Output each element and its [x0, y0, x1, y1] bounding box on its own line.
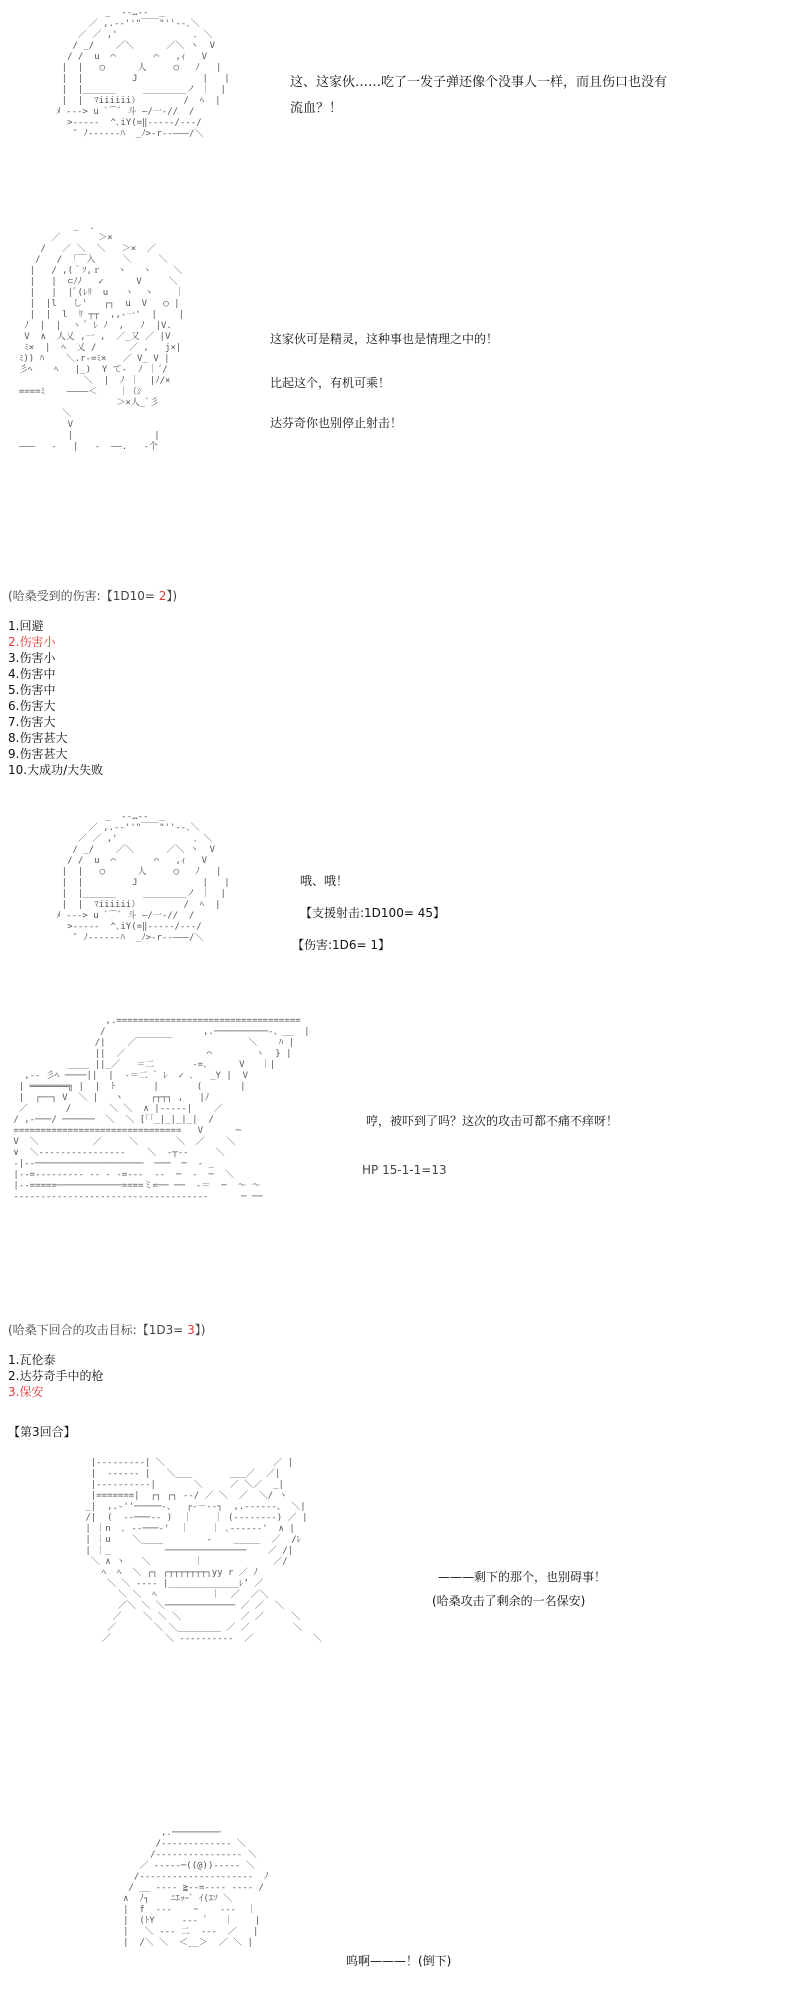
- damage-roll-outcome-list: [8, 618, 103, 778]
- roll-outcome-item: 5.伤害中: [8, 683, 56, 697]
- ascii-art-hassan-1: _ -‐…‐- _ ／ ,.-‐''"￣￣"''‐-､＼ ／ ／ ,' ､ ＼ / _/ ／＼ ／＼ ヽ V / / u ⌒ ⌒ ,ｨ V | | ◯ 人 ◯ ﾉ | | | J | | | |______ ________ノ ｜ | | | ﾏiiiiii） / ﾍ | ﾒ ---> u ﾞ⌒ﾞ 斗 ―/一‐// / >----- ^､iY(=‖‐‐‐‐‐/‐‐-/ ″ ﾉ‐‐‐‐‐‐ﾊ _ﾉ>‐r‐‐―――/＼: [56, 8, 230, 139]
- dialogue-scene3: [292, 872, 445, 954]
- dialogue-scene2: [270, 330, 498, 432]
- roll-label-text: (哈桑受到的伤害:【1D10=: [8, 589, 159, 603]
- roll-outcome-item: 7.伤害大: [8, 715, 56, 729]
- dialogue-line: 哦、哦！: [300, 874, 349, 888]
- roll-label-suffix: 】): [166, 589, 178, 603]
- roll-outcome-item: 1.瓦伦泰: [8, 1353, 56, 1367]
- dialogue-line: 呜啊———！(倒下): [346, 1954, 452, 1968]
- roll-outcome-item: 2.达芬奇手中的枪: [8, 1369, 104, 1383]
- dialogue-scene6: [346, 1952, 451, 1970]
- dialogue-line: 达芬奇你也别停止射击！: [270, 416, 403, 430]
- roll-outcome-item: 3.保安: [8, 1385, 44, 1399]
- dialogue-line: 这家伙可是精灵，这种事也是情理之中的！: [270, 332, 499, 346]
- roll-outcome-item: 3.伤害小: [8, 651, 56, 665]
- roll-label-text: (哈桑下回合的攻击目标:【1D3=: [8, 1323, 188, 1337]
- roll-outcome-item: 8.伤害甚大: [8, 731, 68, 745]
- target-roll-outcome-list: [8, 1352, 103, 1400]
- dialogue-line: 流血？！: [290, 101, 343, 116]
- dialogue-scene1: [290, 74, 667, 118]
- roll-outcome-item: 4.伤害中: [8, 667, 56, 681]
- ascii-art-hassan-3: _ -‐…‐- _ ／ ,.-‐''"￣￣"''‐-､＼ ／ ／ ,' ､ ＼ / _/ ／＼ ／＼ ヽ V / / u ⌒ ⌒ ,ｨ V | | ◯ 人 ◯ ﾉ | | | J | | | |______ ________ノ ｜ | | | ﾏiiiiii） / ﾍ | ﾒ ---> u ﾞ⌒ﾞ 斗 ―/一‐// / >----- ^､iY(=‖‐‐‐‐‐/‐‐-/ ″ ﾉ‐‐‐‐‐‐ﾊ _ﾉ>‐r‐‐―――/＼: [56, 812, 230, 943]
- roll-outcome-item: 9.伤害甚大: [8, 747, 68, 761]
- ascii-art-character-2: _ . ／ ＞× / ／ ＼ ＼ ＞× ／ / / ｢￣入 ＼ ＼ | / ,(｀ｿ,ｒ ヽ ヽ ＼ | | ⊂ﾉﾉ ✓ V ＼ | | |ﾟ(ﾚﾘ u ヽ ヽ ｜ | |l し' ┌┐ u V ◯ | | | l ﾘ ┬┬ ,,-一' | | ﾉ | | ヽ ﾟ ﾚ ﾉ , ﾉ |V. V ∧ 人乂 ,一 , ／_又 ／ |V ﾐ× | ﾍ 乂 / ／ , j×| ﾐ)) ﾊ ＼.r‐=ﾐ× ／ V_ V | 彡ﾍ ﾍ |_) Y て‐ ﾉ ｜´/ ＼ | ﾉ ｜ |ﾉ/× ====ﾐ ――――＜ ｜（ｼ ＞×人_ﾞ彡 ＼ V | | ――― - | - ――. -个: [18, 222, 185, 452]
- dialogue-scene4: [366, 1112, 618, 1130]
- dialogue-line: 这、这家伙……吃了一发子弹还像个没事人一样，而且伤口也没有: [290, 75, 668, 90]
- roll-value: 3: [187, 1323, 195, 1337]
- target-roll-label: [8, 1322, 205, 1338]
- roll-outcome-item: 10.大成功/大失败: [8, 763, 104, 777]
- dialogue-line: 比起这个，有机可乘！: [270, 376, 391, 390]
- dialogue-line: 【伤害:1D6= 1】: [292, 938, 391, 952]
- damage-roll-label: [8, 588, 177, 604]
- roll-value: 2: [158, 589, 167, 603]
- roll-label-suffix: 】): [194, 1323, 206, 1337]
- ascii-art-hassan-grin: |‐‐‐‐‐‐‐‐‐| ＼ ／ | | ‐‐‐‐‐‐ | ＼___ ___／ ／| |‐‐‐‐‐‐‐‐‐‐| ＼ ／ ＼／ _| |=======| ┌┐ ┌┐ ‐‐/ ／ ＼ ／ ＼/ ヽ _| ,.-''─────‐、 ┌‐－‐‐┐ ,.-‐‐‐‐‐、 ＼| /| ( ‐‐───‐‐ ) ｜ ｜ (‐‐‐‐‐‐‐‐) ／ | | ｜n ､ ‐‐───‐' ｜ ｜ ､‐‐‐‐‐‐' ∧ | | ｜u ＼____ ‐ _____ ／ /ﾚ | ｜_ ─────────────── ／ /| ＼ ∧ ヽ ＼ ｜ ／/ ﾍ ﾍ ＼ ┌┐ ┌┬┬┬┬┬┬┬┐yy r ／ ﾉ ＼ ＼ ‐‐‐‐ |_____________ﾚ’ ／ ＼ ＼ ﾍ ｜ ／ ／＼ ／＼ ＼ ＼───────────── ／ ／ ＼ ／ ＼ ＼ ＼ ／ ／ ＼ ／ ＼ ＼________ ／ ／ ＼ ／ ＼ ‐‐‐‐‐‐‐‐‐‐ ／ ＼: [85, 1458, 322, 1644]
- dialogue-line: 【支援射击:1D100= 45】: [300, 906, 445, 920]
- dialogue-line: ———剩下的那个，也别碍事！: [438, 1570, 607, 1584]
- round-header: 【第3回合】: [8, 1425, 76, 1439]
- dialogue-line: 哼，被吓到了吗？这次的攻击可都不痛不痒呀！: [366, 1114, 619, 1128]
- dialogue-line: (哈桑攻击了剩余的一名保安): [432, 1594, 586, 1608]
- roll-outcome-item: 1.回避: [8, 619, 44, 633]
- roll-outcome-item: 2.伤害小: [8, 635, 56, 649]
- hp-readout: HP 15-1-1=13: [362, 1163, 447, 1177]
- ascii-art-guard-falling: ,.───────── /‐‐‐‐‐‐‐‐‐‐‐‐‐ ＼ /‐‐‐‐‐‐‐‐‐‐‐‐‐‐‐‐ ＼ ／ ‐‐‐‐‐─((@))‐‐‐‐‐ ＼ /‐‐‐‐‐‐‐‐‐‐‐‐‐‐‐‐‐‐‐‐‐ ﾉ / __ ‐‐‐‐ ≧‐‐=‐‐‐‐ ‐‐‐‐ / ∧ ﾉ┐ ﾆｴｯｰﾞ ｲ(ｴｿ ＼ | f ‐‐‐ ｰ ‐‐‐ ｜ | (ﾄY ‐‐‐ ﾟ ｜ | | ＼ ‐‐‐ 二 ‐‐‐ ／ | | /＼ ＼ ＜__＞ ／ ＼ |: [123, 1828, 269, 1948]
- roll-outcome-item: 6.伤害大: [8, 699, 56, 713]
- dialogue-scene5: [432, 1568, 607, 1610]
- ascii-art-hassan-shield: ,.================================== / ,.──────────‐、__ | /| ／￣￣￣￣ ＼ ﾊ | || ／ ⌒ ヽ } | ____ ||_／ ＝二 ‐=、 V ｜| ,-- 彡ﾍ ────|| | ‐＝二 ﾞ ﾚ ✓ ､ _Y | V | ═══════╗ | | ﾄ | ( | | ┌──┐ V ＼ | ヽ ┌┬┬┐ , |ﾉ ／ / ＼ ＼ ∧ |‐‐‐‐‐| ／ / ,-───/ ────── ＼ ＼ [｢｢_|_|_|_| / =============================== V ─ V ＼ ／ ＼ ＼ ／ ＼ ∨ ＼‐‐‐‐‐‐‐‐‐‐‐‐‐‐‐‐ ＼ ‐┬‐‐ ＼ ‐|‐‐──────────────────── ─── ─ ‐ _ |‐‐=‐‐‐‐‐‐‐‐‐ ‐‐ ‐ ‐=‐‐‐ ‐‐ ─ ‐ ─ ＼ |‐‐=====────────────====ミ=── ── ‐＝ ─ ～ ～ ‐‐‐‐‐‐‐‐‐‐‐‐‐‐‐‐‐‐‐‐‐‐‐‐‐‐‐‐‐‐‐‐‐‐‐‐ ─ ──: [13, 1016, 310, 1202]
